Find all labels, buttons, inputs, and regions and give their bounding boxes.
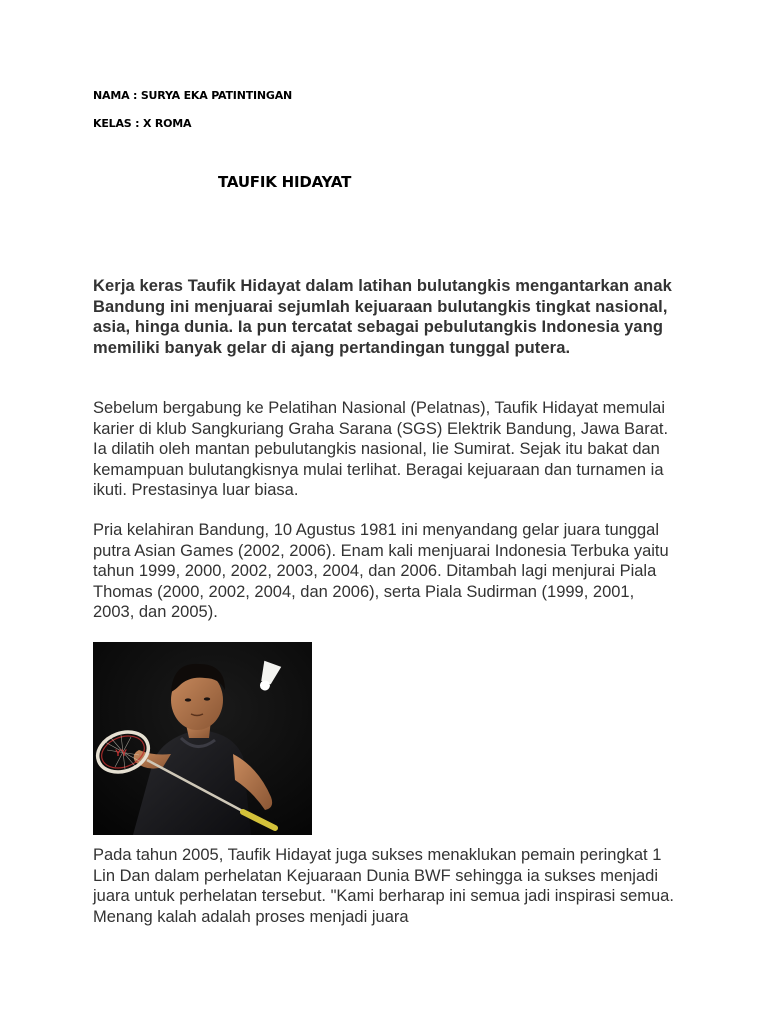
career-paragraph: Sebelum bergabung ke Pelatihan Nasional (Pelatnas), Taufik Hidayat memulai karier di klub Sangkuriang Graha Sarana (SGS) Elektrik Bandung, Jawa Barat. Ia dilatih oleh mantan pebulutangkis nasional, Iie Sumirat. Sejak itu bakat dan kemampuan bulutangkisnya mulai terlihat. Beragai kejuaraan dan turnamen ia ikuti. Prestasinya luar biasa.	[93, 399, 669, 499]
document-title: TAUFIK HIDAYAT	[218, 173, 352, 191]
player-illustration	[93, 642, 312, 835]
world-championship-paragraph: Pada tahun 2005, Taufik Hidayat juga sukses menaklukan pemain peringkat 1 Lin Dan dalam perhelatan Kejuaraan Dunia BWF sehingga ia sukses menjadi juara untuk perhelatan tersebut. "Kami berharap ini semua jadi inspirasi semua. Menang kalah adalah proses menjadi juara	[93, 846, 674, 926]
student-name: NAMA : SURYA EKA PATINTINGAN	[93, 89, 293, 102]
achievements-paragraph: Pria kelahiran Bandung, 10 Agustus 1981 ini menyandang gelar juara tunggal putra Asian Games (2002, 2006). Enam kali menjuarai Indonesia Terbuka yaitu tahun 1999, 2000, 2002, 2003, 2004, dan 2006. Ditambah lagi menjurai Piala Thomas (2000, 2002, 2004, dan 2006), serta Piala Sudirman (1999, 2001, 2003, dan 2005).	[93, 521, 669, 621]
intro-paragraph: Kerja keras Taufik Hidayat dalam latihan bulutangkis mengantarkan anak Bandung ini menjuarai sejumlah kejuaraan bulutangkis tingkat nasional, asia, hinga dunia. Ia pun tercatat sebagai pebulutangkis Indonesia yang memiliki banyak gelar di ajang pertandingan tunggal putera.	[93, 277, 672, 357]
svg-text:YY: YY	[115, 748, 128, 758]
badminton-player-photo	[93, 642, 312, 835]
student-class: KELAS : X ROMA	[93, 117, 192, 130]
